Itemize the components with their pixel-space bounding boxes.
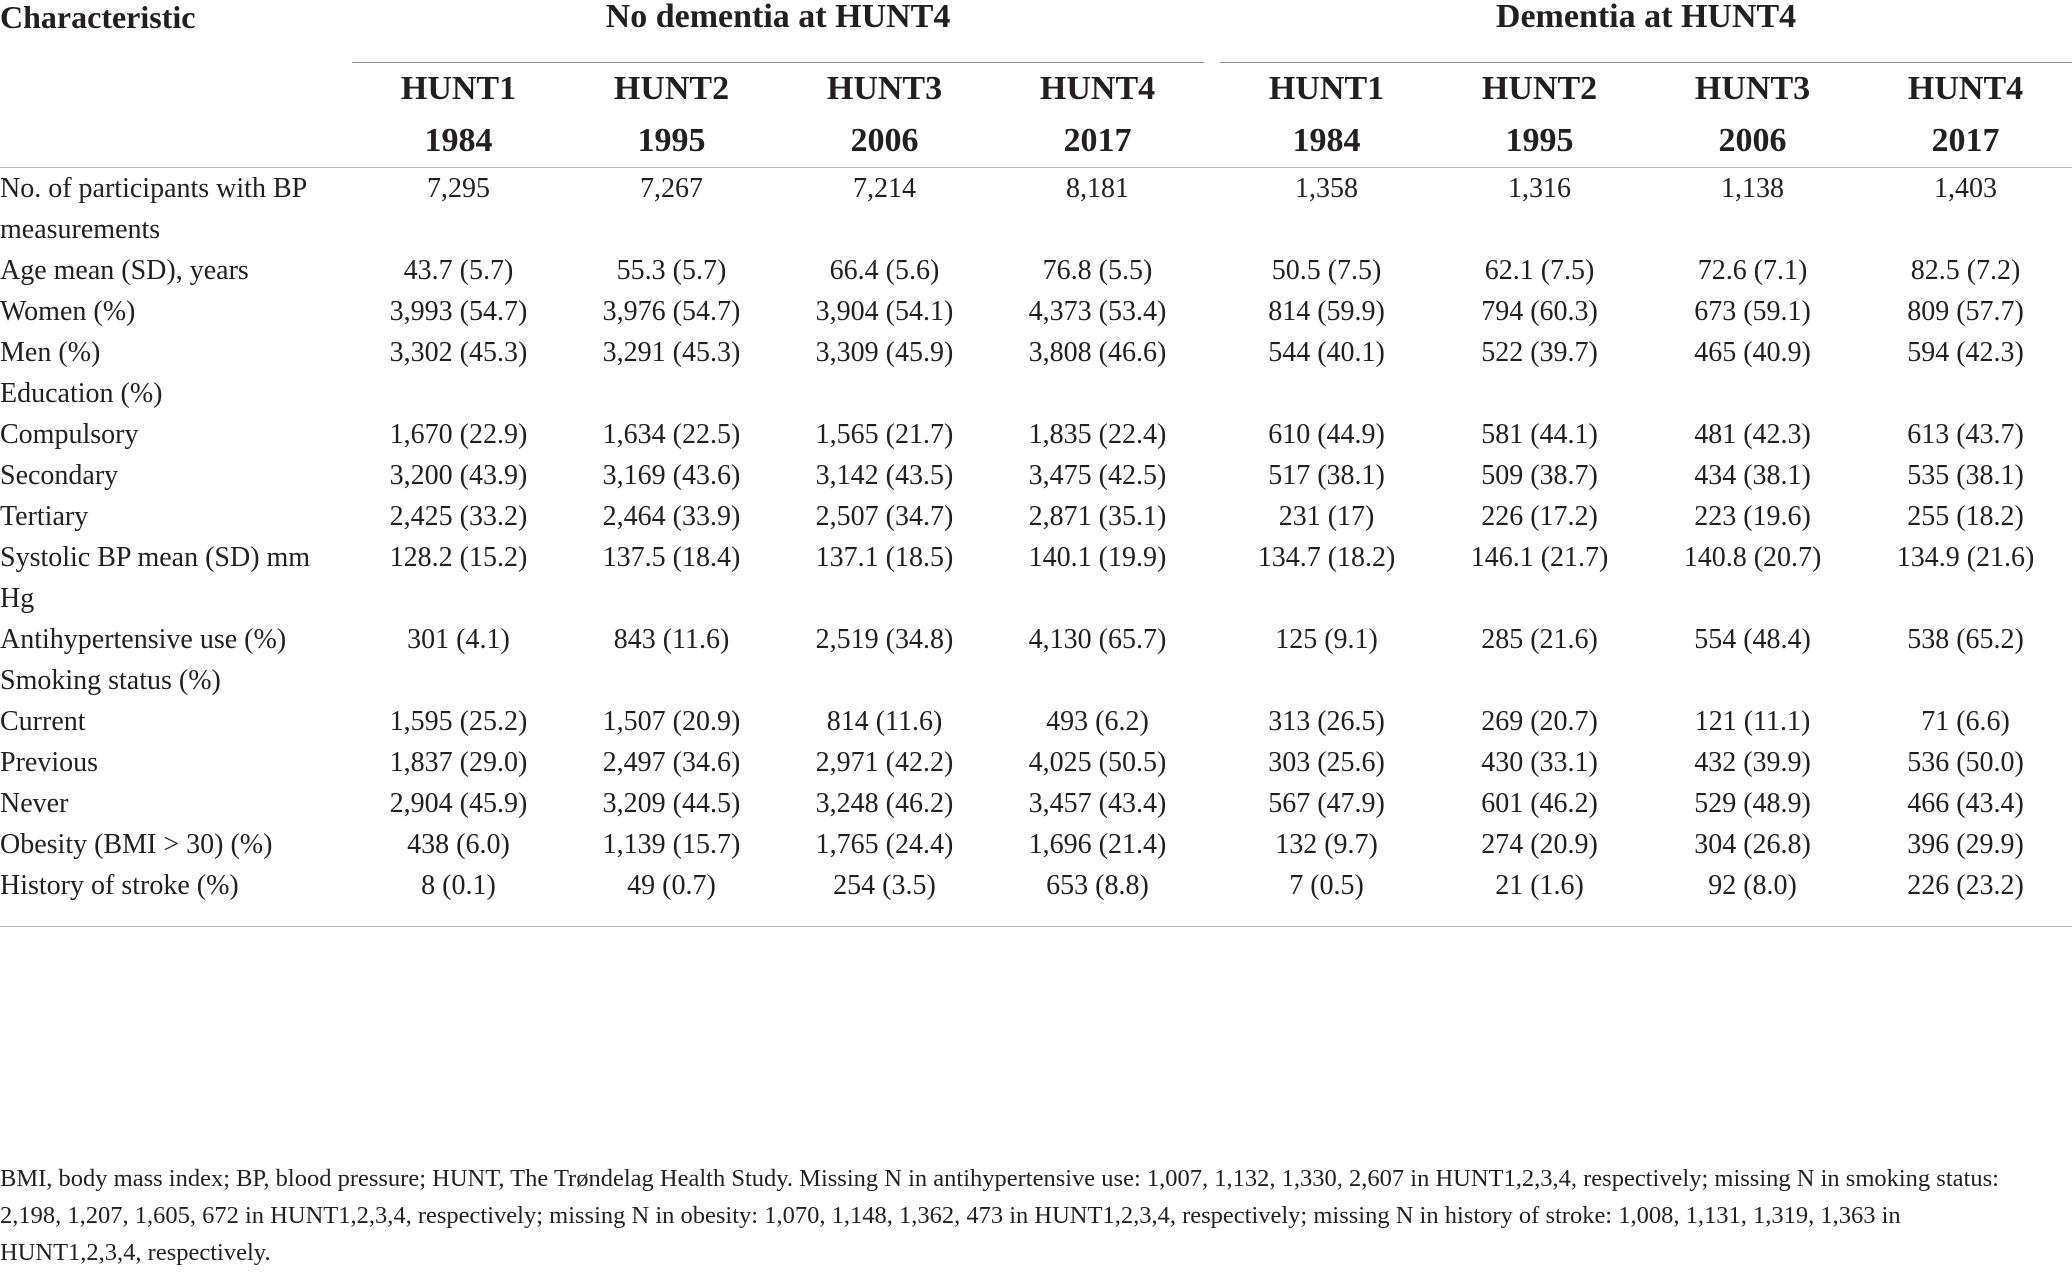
table-cell: 43.7 (5.7) bbox=[403, 255, 514, 286]
table-cell: 536 (50.0) bbox=[1907, 747, 2024, 778]
column-header-gap bbox=[1204, 63, 1220, 168]
row-label: No. of participants with BP measurements bbox=[0, 173, 307, 245]
column-year-label: 2006 bbox=[1718, 122, 1787, 159]
table-cell: 1,139 (15.7) bbox=[602, 829, 741, 860]
table-cell: 434 (38.1) bbox=[1694, 460, 1811, 491]
cell-gap bbox=[1204, 660, 1220, 701]
table-cell: 581 (44.1) bbox=[1481, 419, 1598, 450]
column-survey-label: HUNT3 bbox=[1694, 70, 1811, 107]
table-cell bbox=[1433, 373, 1646, 414]
column-header-hunt1-no-dementia bbox=[352, 63, 565, 168]
table-row bbox=[0, 742, 2072, 783]
table-cell: 3,248 (46.2) bbox=[815, 788, 954, 819]
table-cell: 134.9 (21.6) bbox=[1896, 542, 2035, 573]
table-cell: 538 (65.2) bbox=[1907, 624, 2024, 655]
table-cell: 843 (11.6) bbox=[613, 624, 730, 655]
table-cell: 814 (11.6) bbox=[826, 706, 943, 737]
table-cell bbox=[991, 373, 1204, 414]
table-cell bbox=[1859, 373, 2072, 414]
table-cell: 137.1 (18.5) bbox=[815, 542, 954, 573]
table-cell bbox=[1220, 660, 1433, 701]
column-header-hunt3-dementia bbox=[1646, 63, 1859, 168]
table-cell: 254 (3.5) bbox=[778, 865, 991, 927]
row-label: Current bbox=[0, 706, 86, 737]
table-cell: 653 (8.8) bbox=[991, 865, 1204, 927]
table-cell: 285 (21.6) bbox=[1481, 624, 1598, 655]
table-cell: 3,291 (45.3) bbox=[602, 337, 741, 368]
table-cell bbox=[352, 660, 565, 701]
table-cell bbox=[778, 373, 991, 414]
table-row bbox=[0, 414, 2072, 455]
column-survey-label: HUNT4 bbox=[1039, 70, 1156, 107]
table-cell: 529 (48.9) bbox=[1694, 788, 1811, 819]
row-label: Men (%) bbox=[0, 337, 101, 368]
table-cell: 8,181 bbox=[1066, 173, 1129, 204]
group-header-row bbox=[0, 0, 2072, 63]
table-cell: 303 (25.6) bbox=[1268, 747, 1385, 778]
table-cell: 1,670 (22.9) bbox=[389, 419, 528, 450]
column-year-label: 2006 bbox=[850, 122, 919, 159]
table-cell bbox=[1859, 660, 2072, 701]
table-cell: 1,835 (22.4) bbox=[1028, 419, 1167, 450]
table-cell: 465 (40.9) bbox=[1694, 337, 1811, 368]
table-cell: 137.5 (18.4) bbox=[602, 542, 741, 573]
group-header-dementia: Dementia at HUNT4 bbox=[1220, 0, 2072, 63]
table-cell: 226 (23.2) bbox=[1859, 865, 2072, 927]
table-cell: 3,976 (54.7) bbox=[602, 296, 741, 327]
cell-gap bbox=[1204, 701, 1220, 742]
table-cell: 794 (60.3) bbox=[1481, 296, 1598, 327]
table-cell: 554 (48.4) bbox=[1694, 624, 1811, 655]
table-cell: 432 (39.9) bbox=[1694, 747, 1811, 778]
column-header-hunt3-no-dementia bbox=[778, 63, 991, 168]
table-cell bbox=[1433, 660, 1646, 701]
table-cell: 567 (47.9) bbox=[1268, 788, 1385, 819]
table-cell: 301 (4.1) bbox=[407, 624, 510, 655]
table-cell: 8 (0.1) bbox=[352, 865, 565, 927]
table-row bbox=[0, 373, 2072, 414]
table-row bbox=[0, 291, 2072, 332]
table-row bbox=[0, 701, 2072, 742]
table-cell: 76.8 (5.5) bbox=[1042, 255, 1153, 286]
table-cell: 438 (6.0) bbox=[407, 829, 510, 860]
table-cell: 601 (46.2) bbox=[1481, 788, 1598, 819]
column-survey-label: HUNT4 bbox=[1907, 70, 2024, 107]
row-label: Systolic BP mean (SD) mm Hg bbox=[0, 542, 311, 614]
column-header-row bbox=[0, 63, 2072, 168]
column-header-blank bbox=[0, 63, 352, 168]
cell-gap bbox=[1204, 168, 1220, 250]
table-cell: 1,403 bbox=[1934, 173, 1998, 204]
table-cell: 146.1 (21.7) bbox=[1470, 542, 1609, 573]
table-cell: 82.5 (7.2) bbox=[1910, 255, 2021, 286]
table-cell bbox=[565, 373, 778, 414]
table-cell: 4,373 (53.4) bbox=[1028, 296, 1167, 327]
table-cell: 544 (40.1) bbox=[1268, 337, 1385, 368]
table-cell: 3,904 (54.1) bbox=[815, 296, 954, 327]
column-survey-label: HUNT1 bbox=[1268, 70, 1385, 107]
table-cell: 2,971 (42.2) bbox=[815, 747, 954, 778]
row-label: Age mean (SD), years bbox=[0, 255, 249, 286]
table-cell: 49 (0.7) bbox=[565, 865, 778, 927]
table-cell: 517 (38.1) bbox=[1268, 460, 1385, 491]
column-year-label: 1984 bbox=[424, 122, 493, 159]
table-cell: 140.8 (20.7) bbox=[1683, 542, 1822, 573]
table-cell: 274 (20.9) bbox=[1481, 829, 1598, 860]
table-row bbox=[0, 865, 2072, 927]
table-cell: 1,138 bbox=[1721, 173, 1785, 204]
cell-gap bbox=[1204, 742, 1220, 783]
table-cell: 3,302 (45.3) bbox=[389, 337, 528, 368]
table-cell: 3,475 (42.5) bbox=[1028, 460, 1167, 491]
row-label: Never bbox=[0, 788, 69, 819]
table-cell: 62.1 (7.5) bbox=[1484, 255, 1595, 286]
table-cell: 466 (43.4) bbox=[1907, 788, 2024, 819]
table-cell: 1,507 (20.9) bbox=[602, 706, 741, 737]
table-cell: 2,497 (34.6) bbox=[602, 747, 741, 778]
table-cell: 66.4 (5.6) bbox=[829, 255, 940, 286]
group-gap bbox=[1204, 0, 1220, 63]
column-year-label: 2017 bbox=[1063, 122, 1132, 159]
table-cell: 92 (8.0) bbox=[1646, 865, 1859, 927]
table-cell: 1,634 (22.5) bbox=[602, 419, 741, 450]
table-cell: 3,457 (43.4) bbox=[1028, 788, 1167, 819]
table-cell: 2,464 (33.9) bbox=[602, 501, 741, 532]
row-label: Antihypertensive use (%) bbox=[0, 624, 287, 655]
table-cell: 3,169 (43.6) bbox=[602, 460, 741, 491]
table-cell: 522 (39.7) bbox=[1481, 337, 1598, 368]
column-year-label: 2017 bbox=[1931, 122, 2000, 159]
table-cell: 3,993 (54.7) bbox=[389, 296, 528, 327]
table-cell: 132 (9.7) bbox=[1275, 829, 1378, 860]
table-cell: 4,025 (50.5) bbox=[1028, 747, 1167, 778]
table-cell: 535 (38.1) bbox=[1907, 460, 2024, 491]
table-cell: 313 (26.5) bbox=[1268, 706, 1385, 737]
table-cell: 4,130 (65.7) bbox=[1028, 624, 1167, 655]
table-row bbox=[0, 783, 2072, 824]
table-cell: 594 (42.3) bbox=[1907, 337, 2024, 368]
table-cell: 3,200 (43.9) bbox=[389, 460, 528, 491]
table-row bbox=[0, 660, 2072, 701]
table-cell: 121 (11.1) bbox=[1694, 706, 1811, 737]
column-year-label: 1995 bbox=[1505, 122, 1574, 159]
table-cell: 3,142 (43.5) bbox=[815, 460, 954, 491]
column-survey-label: HUNT3 bbox=[826, 70, 943, 107]
table-cell: 1,696 (21.4) bbox=[1028, 829, 1167, 860]
table-row bbox=[0, 619, 2072, 660]
table-cell: 509 (38.7) bbox=[1481, 460, 1598, 491]
column-header-hunt1-dementia bbox=[1220, 63, 1433, 168]
table-cell: 610 (44.9) bbox=[1268, 419, 1385, 450]
table-row bbox=[0, 455, 2072, 496]
table-row bbox=[0, 250, 2072, 291]
row-label: Education (%) bbox=[0, 378, 163, 409]
column-year-label: 1995 bbox=[637, 122, 706, 159]
table-cell: 7,267 bbox=[640, 173, 703, 204]
cell-gap bbox=[1204, 250, 1220, 291]
table-cell: 231 (17) bbox=[1278, 501, 1375, 532]
table-row bbox=[0, 496, 2072, 537]
cell-gap bbox=[1204, 414, 1220, 455]
table-cell: 304 (26.8) bbox=[1694, 829, 1811, 860]
table-cell: 3,209 (44.5) bbox=[602, 788, 741, 819]
row-label: Compulsory bbox=[0, 419, 139, 450]
table-cell: 481 (42.3) bbox=[1694, 419, 1811, 450]
table-footnote: BMI, body mass index; BP, blood pressure; HUNT, The Trøndelag Health Study. Missing N in antihypertensive use: 1,007, 1,132, 1,330, 2,607 in HUNT1,2,3,4, respectively; missing N in smoking status: 2,198, 1,207, 1,605, 672 in HUNT1,2,3,4, respectively; missing N in obesity: 1,070, 1,148, 1,362, 473 in HUNT1,2,3,4, respectively; missing N in history of stroke: 1,008, 1,131, 1,319, 1,363 in HUNT1,2,3,4, respectively. bbox=[0, 1165, 1999, 1266]
table-cell: 226 (17.2) bbox=[1481, 501, 1598, 532]
table-cell bbox=[1220, 373, 1433, 414]
row-label: Smoking status (%) bbox=[0, 665, 221, 696]
column-header-hunt4-dementia bbox=[1859, 63, 2072, 168]
table-cell: 396 (29.9) bbox=[1907, 829, 2024, 860]
table-cell: 2,519 (34.8) bbox=[815, 624, 954, 655]
table-cell: 3,309 (45.9) bbox=[815, 337, 954, 368]
table-cell: 21 (1.6) bbox=[1433, 865, 1646, 927]
table-cell: 493 (6.2) bbox=[1046, 706, 1149, 737]
column-header-hunt2-no-dementia bbox=[565, 63, 778, 168]
table-cell bbox=[1646, 373, 1859, 414]
table-cell: 72.6 (7.1) bbox=[1697, 255, 1808, 286]
table-cell bbox=[352, 373, 565, 414]
table-cell: 125 (9.1) bbox=[1275, 624, 1378, 655]
table-cell: 2,871 (35.1) bbox=[1028, 501, 1167, 532]
table-cell: 1,837 (29.0) bbox=[389, 747, 528, 778]
table-cell bbox=[565, 660, 778, 701]
table-row bbox=[0, 332, 2072, 373]
row-label: Obesity (BMI > 30) (%) bbox=[0, 829, 273, 860]
table-cell: 673 (59.1) bbox=[1694, 296, 1811, 327]
table-cell: 613 (43.7) bbox=[1907, 419, 2024, 450]
table-row bbox=[0, 168, 2072, 250]
cell-gap bbox=[1204, 783, 1220, 824]
table-cell bbox=[1646, 660, 1859, 701]
table-cell: 2,425 (33.2) bbox=[389, 501, 528, 532]
table-cell: 809 (57.7) bbox=[1907, 296, 2024, 327]
cell-gap bbox=[1204, 824, 1220, 865]
cell-gap bbox=[1204, 291, 1220, 332]
table-cell: 1,595 (25.2) bbox=[389, 706, 528, 737]
cell-gap bbox=[1204, 619, 1220, 660]
table-cell: 1,565 (21.7) bbox=[815, 419, 954, 450]
table-cell: 7,214 bbox=[853, 173, 916, 204]
column-survey-label: HUNT1 bbox=[400, 70, 517, 107]
column-header-hunt4-no-dementia bbox=[991, 63, 1204, 168]
table-cell: 1,358 bbox=[1295, 173, 1359, 204]
table-row bbox=[0, 824, 2072, 865]
table-row bbox=[0, 537, 2072, 619]
table-cell: 140.1 (19.9) bbox=[1028, 542, 1167, 573]
column-survey-label: HUNT2 bbox=[613, 70, 730, 107]
table-cell: 1,316 bbox=[1508, 173, 1572, 204]
table-cell: 430 (33.1) bbox=[1481, 747, 1598, 778]
characteristic-header: Characteristic bbox=[0, 0, 196, 35]
cell-gap bbox=[1204, 332, 1220, 373]
cell-gap bbox=[1204, 373, 1220, 414]
table-cell: 7 (0.5) bbox=[1220, 865, 1433, 927]
row-label: Women (%) bbox=[0, 296, 136, 327]
cell-gap bbox=[1204, 455, 1220, 496]
table-cell bbox=[778, 660, 991, 701]
column-header-hunt2-dementia bbox=[1433, 63, 1646, 168]
row-label: History of stroke (%) bbox=[0, 865, 352, 927]
table-cell: 269 (20.7) bbox=[1481, 706, 1598, 737]
table-cell: 814 (59.9) bbox=[1268, 296, 1385, 327]
cell-gap bbox=[1204, 496, 1220, 537]
column-survey-label: HUNT2 bbox=[1481, 70, 1598, 107]
cell-gap bbox=[1204, 865, 1220, 927]
table-cell: 71 (6.6) bbox=[1921, 706, 2010, 737]
row-label: Previous bbox=[0, 747, 98, 778]
group-header-no-dementia: No dementia at HUNT4 bbox=[352, 0, 1204, 63]
table-cell: 223 (19.6) bbox=[1694, 501, 1811, 532]
table-cell: 255 (18.2) bbox=[1907, 501, 2024, 532]
row-label: Tertiary bbox=[0, 501, 89, 532]
table-body bbox=[0, 168, 2072, 927]
table-cell: 2,507 (34.7) bbox=[815, 501, 954, 532]
table-cell bbox=[991, 660, 1204, 701]
table-cell: 134.7 (18.2) bbox=[1257, 542, 1396, 573]
table-cell: 3,808 (46.6) bbox=[1028, 337, 1167, 368]
table-cell: 2,904 (45.9) bbox=[389, 788, 528, 819]
table-cell: 128.2 (15.2) bbox=[389, 542, 528, 573]
column-year-label: 1984 bbox=[1292, 122, 1361, 159]
row-label: Secondary bbox=[0, 460, 119, 491]
table-cell: 55.3 (5.7) bbox=[616, 255, 727, 286]
table-cell: 7,295 bbox=[427, 173, 490, 204]
table-cell: 1,765 (24.4) bbox=[815, 829, 954, 860]
table-cell: 50.5 (7.5) bbox=[1271, 255, 1382, 286]
cell-gap bbox=[1204, 537, 1220, 619]
